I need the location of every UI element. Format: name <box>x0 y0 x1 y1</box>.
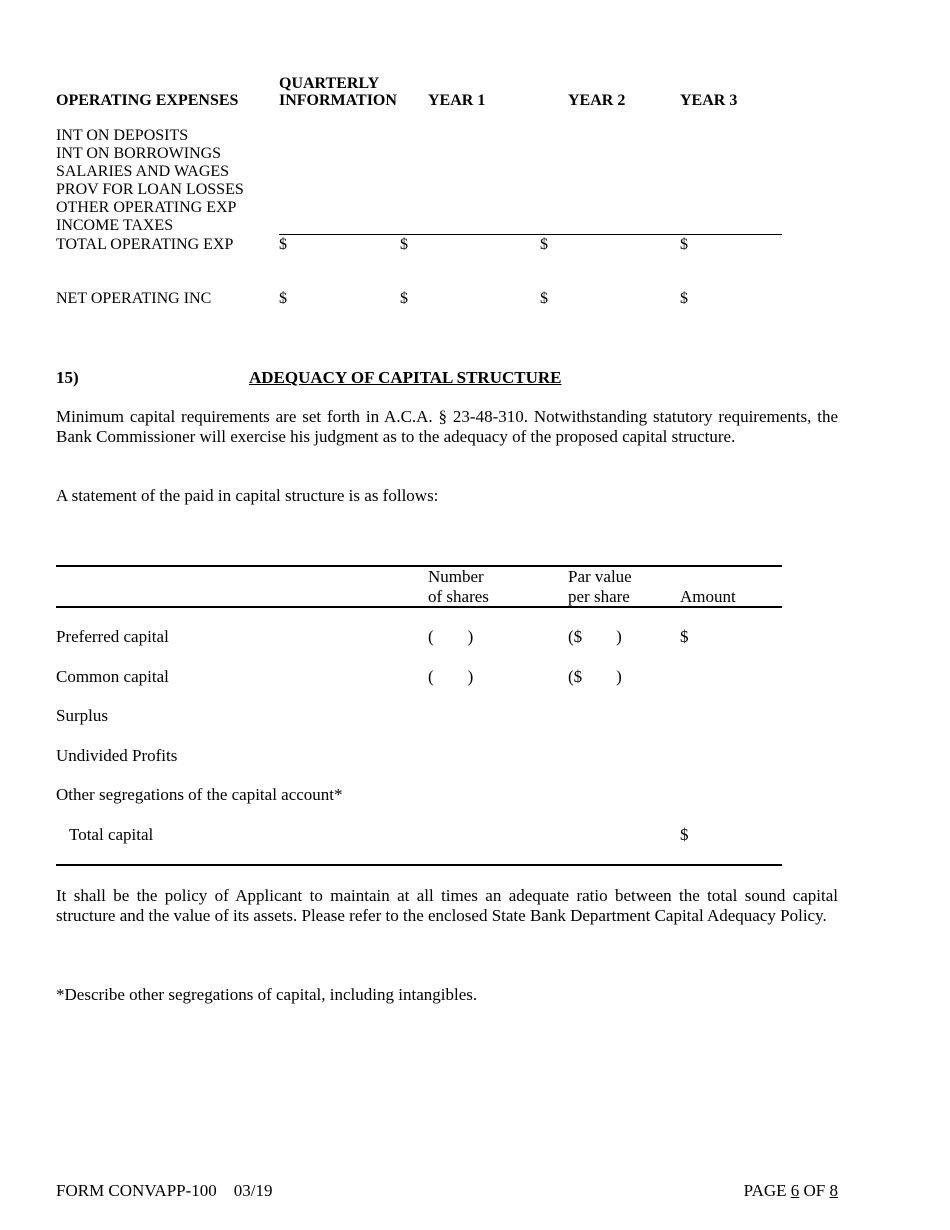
col-header-shares-line2: of shares <box>428 587 489 606</box>
opex-item: PROV FOR LOAN LOSSES <box>56 181 244 198</box>
opex-header-label: OPERATING EXPENSES <box>56 92 239 109</box>
opex-net-label: NET OPERATING INC <box>56 290 212 307</box>
opex-item: SALARIES AND WAGES <box>56 163 230 180</box>
total-capital-amount: $ <box>680 825 689 844</box>
capital-statement-intro: A statement of the paid in capital structure is as follows: <box>56 486 439 505</box>
col-header-par-line1: Par value <box>568 567 632 586</box>
opex-total-year1: $ <box>400 236 408 253</box>
opex-header-quarterly-line1: QUARTERLY <box>279 75 380 92</box>
form-id: FORM CONVAPP-100 03/19 <box>56 1181 273 1200</box>
page-mid: OF <box>799 1181 830 1200</box>
opex-total-year3: $ <box>680 236 688 253</box>
capital-table-top-rule <box>56 565 782 567</box>
opex-item: INCOME TAXES <box>56 217 174 234</box>
opex-net-year2: $ <box>540 290 548 307</box>
opex-item: OTHER OPERATING EXP <box>56 199 237 216</box>
col-header-par <box>568 567 632 607</box>
capital-requirements-paragraph: Minimum capital requirements are set forth in A.C.A. § 23-48-310. Notwithstanding statutory requirements, the Bank Commissioner will exercise his judgment as to the adequacy of the proposed capital structure. <box>56 407 838 446</box>
table-row-label: Surplus <box>56 706 108 725</box>
table-row-shares: ( ) <box>428 667 474 686</box>
opex-header-year2: YEAR 2 <box>568 92 626 109</box>
col-header-shares-line1: Number <box>428 567 484 586</box>
page-indicator <box>744 1181 838 1201</box>
page-number: 6 <box>790 1181 800 1200</box>
opex-header-year3: YEAR 3 <box>680 92 738 109</box>
table-row-par: ($ ) <box>568 667 622 686</box>
table-row-label: Undivided Profits <box>56 746 178 765</box>
opex-net-year1: $ <box>400 290 408 307</box>
footnote: *Describe other segregations of capital, including intangibles. <box>56 985 478 1004</box>
opex-total-quarterly: $ <box>279 236 287 253</box>
col-header-par-line2: per share <box>568 587 630 606</box>
capital-table-header-rule <box>56 606 782 608</box>
opex-net-quarterly: $ <box>279 290 287 307</box>
section-number: 15) <box>56 368 79 387</box>
opex-header-year1: YEAR 1 <box>428 92 486 109</box>
col-header-shares <box>428 567 489 607</box>
page-total: 8 <box>829 1181 838 1200</box>
opex-total-label: TOTAL OPERATING EXP <box>56 236 234 253</box>
opex-total-year2: $ <box>540 236 548 253</box>
section-title: ADEQUACY OF CAPITAL STRUCTURE <box>249 368 562 387</box>
opex-item: INT ON BORROWINGS <box>56 145 222 162</box>
capital-policy-paragraph: It shall be the policy of Applicant to maintain at all times an adequate ratio between the total sound capital structure and the value of its assets. Please refer to the enclosed State Bank Department Capital Adequacy Policy. <box>56 886 838 925</box>
opex-item: INT ON DEPOSITS <box>56 127 189 144</box>
col-header-amount: Amount <box>680 587 736 606</box>
table-row-par: ($ ) <box>568 627 622 646</box>
opex-header-quarterly <box>279 75 397 109</box>
opex-header-quarterly-line2: INFORMATION <box>279 92 397 109</box>
total-capital-label: Total capital <box>69 825 154 844</box>
page-prefix: PAGE <box>743 1181 791 1200</box>
table-row-label: Common capital <box>56 667 169 686</box>
table-row-label: Other segregations of the capital account* <box>56 785 343 804</box>
opex-item-list <box>56 127 244 235</box>
capital-table-bottom-rule <box>56 864 782 866</box>
table-row-shares: ( ) <box>428 627 474 646</box>
table-row-label: Preferred capital <box>56 627 169 646</box>
opex-net-year3: $ <box>680 290 688 307</box>
opex-total-divider <box>279 234 782 235</box>
table-row-amount: $ <box>680 627 689 646</box>
